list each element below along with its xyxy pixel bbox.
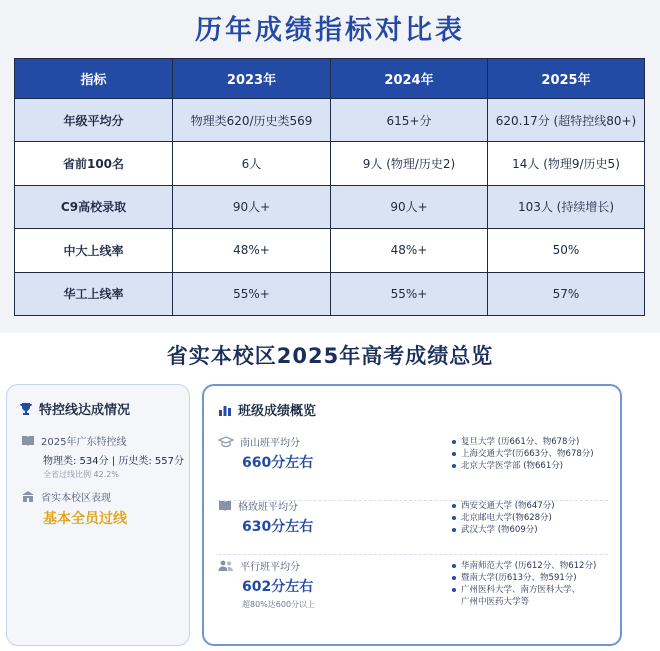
- comparison-table: [14, 58, 645, 316]
- table-cell: 90人+: [173, 185, 331, 228]
- table-row: [15, 229, 645, 272]
- university-list: [452, 436, 594, 472]
- class-block-parallel: [218, 558, 608, 624]
- table-cell: 48%+: [173, 229, 331, 272]
- special-line-item: [21, 433, 184, 480]
- class-block-nanshan: [218, 434, 608, 500]
- column-header: 指标: [15, 59, 173, 99]
- class-overview-card: [202, 384, 622, 646]
- table-row: [15, 142, 645, 185]
- list-item: 华南师范大学 (历612分、物612分): [452, 560, 596, 572]
- table-cell: 50%: [488, 229, 645, 272]
- class-score: 630分左右: [242, 519, 314, 535]
- table-cell: 615+分: [331, 99, 488, 142]
- class-label: 平行班平均分: [240, 562, 300, 573]
- special-line-value: 物理类: 534分 | 历史类: 557分: [43, 456, 184, 467]
- table-cell: 103人 (持续增长): [488, 185, 645, 228]
- list-item: 武汉大学 (物609分): [452, 524, 555, 536]
- list-item: 北京邮电大学(物628分): [452, 512, 555, 524]
- table-cell: 6人: [173, 142, 331, 185]
- pass-rate-note: 全省过线比例 42.2%: [43, 470, 119, 479]
- threshold-card-header: [19, 399, 130, 418]
- list-item: 广州医科大学、南方医科大学、: [452, 584, 596, 596]
- class-label: 格致班平均分: [238, 502, 298, 513]
- table-cell: 90人+: [331, 185, 488, 228]
- divider: [218, 554, 608, 555]
- class-overview-header: [218, 400, 316, 419]
- column-header: 2024年: [331, 59, 488, 99]
- university-list: [452, 500, 555, 536]
- table-cell: 14人 (物理9/历史5): [488, 142, 645, 185]
- column-header: 2023年: [173, 59, 331, 99]
- column-header: 2025年: [488, 59, 645, 99]
- university-list: [452, 560, 596, 608]
- section-title: 省实本校区2025年高考成绩总览: [166, 344, 494, 368]
- row-label: C9高校录取: [15, 185, 173, 228]
- table-cell: 55%+: [173, 272, 331, 315]
- table-row: [15, 185, 645, 228]
- table-cell: 物理类620/历史类569: [173, 99, 331, 142]
- school-icon: [21, 491, 35, 503]
- class-score: 660分左右: [242, 455, 314, 471]
- class-note: 超80%达600分以上: [242, 600, 316, 609]
- threshold-card-title: 特控线达成情况: [39, 403, 131, 418]
- bar-chart-icon: [218, 403, 232, 417]
- class-label: 南山班平均分: [240, 438, 300, 449]
- table-row: [15, 272, 645, 315]
- special-line-label: 2025年广东特控线: [41, 437, 127, 448]
- row-label: 省前100名: [15, 142, 173, 185]
- list-item: 暨南大学(历613分、物591分): [452, 572, 596, 584]
- trophy-icon: [19, 402, 33, 416]
- list-item: 复旦大学 (历661分、物678分): [452, 436, 594, 448]
- table-row: [15, 99, 645, 142]
- table-cell: 57%: [488, 272, 645, 315]
- class-overview-title: 班级成绩概览: [238, 404, 317, 419]
- graduation-cap-icon: [218, 436, 234, 448]
- row-label: 华工上线率: [15, 272, 173, 315]
- table-cell: 9人 (物理/历史2): [331, 142, 488, 185]
- book-icon: [21, 435, 35, 447]
- page-title: 历年成绩指标对比表: [195, 15, 465, 46]
- table-cell: 55%+: [331, 272, 488, 315]
- row-label: 年级平均分: [15, 99, 173, 142]
- table-cell: 620.17分 (超特控线80+): [488, 99, 645, 142]
- list-item: 上海交通大学(历663分、物678分): [452, 448, 594, 460]
- class-score: 602分左右: [242, 579, 314, 595]
- list-item: 北京大学医学部 (物661分): [452, 460, 594, 472]
- threshold-card: [6, 384, 190, 646]
- book-icon: [218, 500, 232, 512]
- list-item: 西安交通大学 (物647分): [452, 500, 555, 512]
- campus-performance-value: 基本全员过线: [43, 511, 127, 527]
- row-label: 中大上线率: [15, 229, 173, 272]
- campus-performance-label: 省实本校区表现: [41, 493, 111, 504]
- list-item: 广州中医药大学等: [461, 597, 530, 607]
- table-cell: 48%+: [331, 229, 488, 272]
- users-icon: [218, 560, 234, 572]
- table-header-row: [15, 59, 645, 99]
- campus-performance-item: [21, 489, 127, 528]
